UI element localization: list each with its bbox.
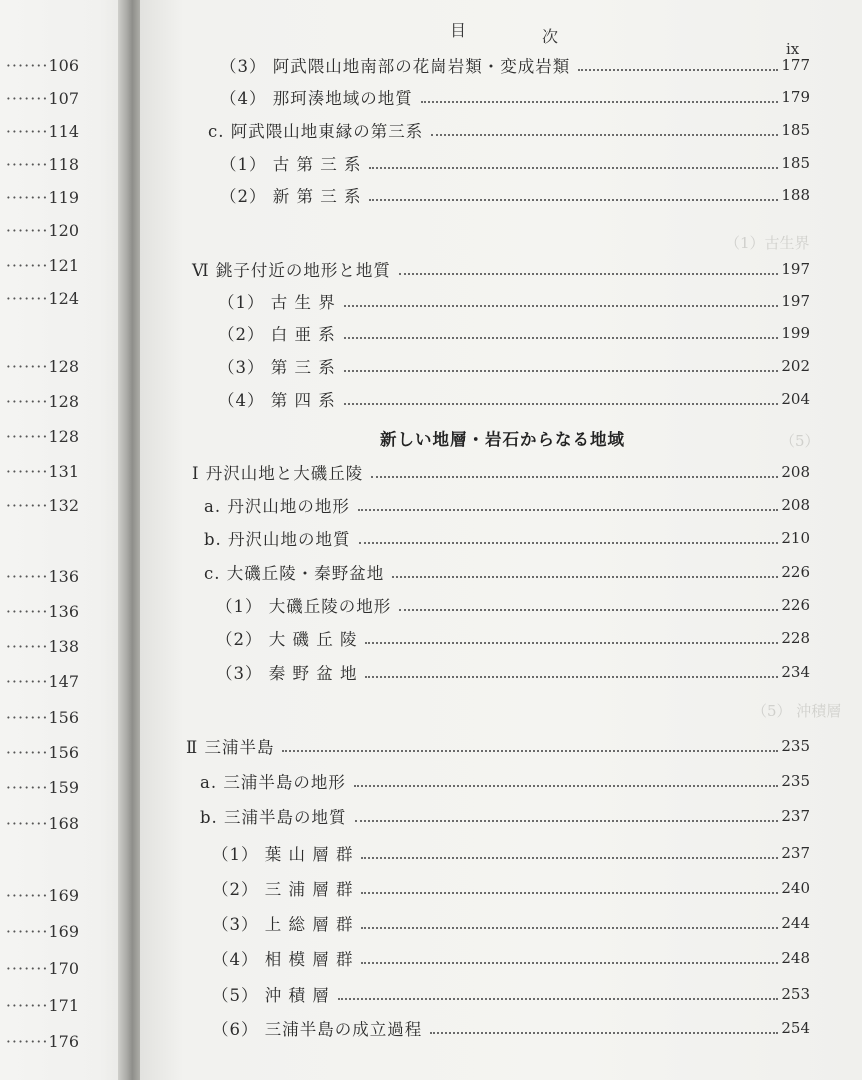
toc-entry-page: 254 [781, 1019, 810, 1037]
dot-leader [399, 273, 778, 275]
toc-entry-page: 226 [781, 596, 810, 614]
toc-entry-page: 208 [781, 496, 810, 514]
left-page-number: ·······170 [5, 959, 79, 978]
toc-entry-title: a. 丹沢山地の地形 [204, 497, 350, 516]
toc-entry-title: b. 三浦半島の地質 [200, 808, 347, 827]
left-page-number: ·······138 [5, 637, 79, 656]
toc-entry-page: 210 [781, 529, 810, 547]
left-page-number: ·······159 [5, 778, 79, 797]
toc-entry-page: 234 [781, 663, 810, 681]
toc-entry[interactable] [212, 981, 810, 1007]
toc-entry[interactable] [212, 945, 810, 971]
toc-entry[interactable] [212, 910, 810, 936]
toc-entry-title: （1） 古 第 三 系 [220, 155, 362, 174]
toc-entry-page: 248 [781, 949, 810, 967]
toc-entry-page: 204 [781, 390, 810, 408]
left-page-number: ·······171 [5, 996, 79, 1015]
dot-leader [361, 857, 778, 859]
left-page-number: ·······128 [5, 392, 79, 411]
dot-leader [578, 69, 778, 71]
toc-entry-title: （5） 沖 積 層 [212, 986, 330, 1005]
dot-leader [371, 476, 778, 478]
left-page-number: ·······128 [5, 357, 79, 376]
toc-entry-title: （2） 大 磯 丘 陵 [216, 630, 358, 649]
toc-entry-page: 199 [781, 324, 810, 342]
toc-entry[interactable] [212, 1015, 810, 1041]
toc-entry[interactable] [218, 320, 810, 346]
toc-entry-page: 237 [781, 844, 810, 862]
left-page-number: ·······169 [5, 922, 79, 941]
toc-entry[interactable] [218, 386, 810, 412]
toc-entry-page: 228 [781, 629, 810, 647]
toc-entry-page: 226 [781, 563, 810, 581]
dot-leader [431, 134, 778, 136]
left-page-number: ·······168 [5, 814, 79, 833]
page-number-roman: ix [786, 40, 800, 58]
toc-entry-page: 179 [781, 88, 810, 106]
toc-entry[interactable] [192, 256, 810, 282]
toc-entry-page: 202 [781, 357, 810, 375]
left-page [0, 0, 125, 1080]
header-char-mokuji-1: 目 [450, 21, 467, 40]
toc-entry[interactable] [212, 875, 810, 901]
toc-entry[interactable] [204, 492, 810, 518]
toc-entry-page: 235 [781, 772, 810, 790]
dot-leader [354, 785, 778, 787]
dot-leader [369, 199, 778, 201]
toc-entry-title: c. 阿武隈山地東縁の第三系 [208, 122, 424, 141]
toc-entry-page: 235 [781, 737, 810, 755]
toc-entry-title: （3） 秦 野 盆 地 [216, 664, 358, 683]
toc-entry-title: b. 丹沢山地の地質 [204, 530, 351, 549]
toc-entry-title: （4） 相 模 層 群 [212, 950, 354, 969]
toc-entry-title: Ⅱ 三浦半島 [186, 738, 275, 757]
toc-entry[interactable] [216, 625, 810, 651]
left-page-number: ·······136 [5, 602, 79, 621]
toc-entry-title: a. 三浦半島の地形 [200, 773, 346, 792]
toc-entry[interactable] [220, 52, 810, 78]
toc-entry[interactable] [204, 525, 810, 551]
toc-entry-page: 208 [781, 463, 810, 481]
toc-entry-page: 197 [781, 260, 810, 278]
left-page-number: ·······120 [5, 221, 79, 240]
left-page-number: ·······136 [5, 567, 79, 586]
left-page-number: ·······119 [5, 188, 79, 207]
left-page-number: ·······169 [5, 886, 79, 905]
left-page-number: ·······131 [5, 462, 79, 481]
left-page-number: ·······128 [5, 427, 79, 446]
dot-leader [282, 750, 778, 752]
left-page-number: ·······156 [5, 743, 79, 762]
toc-entry[interactable] [212, 840, 810, 866]
left-page-number: ·······124 [5, 289, 79, 308]
toc-entry-title: （4） 第 四 系 [218, 391, 336, 410]
dot-leader [430, 1032, 778, 1034]
toc-entry-title: c. 大磯丘陵・秦野盆地 [204, 564, 385, 583]
section-heading: 新しい地層・岩石からなる地域 [380, 430, 625, 449]
left-page-number: ·······121 [5, 256, 79, 275]
left-page-number: ·······132 [5, 496, 79, 515]
dot-leader [359, 542, 778, 544]
toc-entry-page: 197 [781, 292, 810, 310]
dot-leader [421, 101, 778, 103]
toc-entry-title: （4） 那珂湊地域の地質 [220, 89, 413, 108]
toc-entry[interactable] [220, 84, 810, 110]
dot-leader [361, 962, 778, 964]
dot-leader [358, 509, 778, 511]
toc-entry-page: 244 [781, 914, 810, 932]
toc-entry[interactable] [204, 559, 810, 585]
toc-entry-title: （2） 新 第 三 系 [220, 187, 362, 206]
toc-entry[interactable] [186, 733, 810, 759]
toc-entry-page: 188 [781, 186, 810, 204]
dot-leader [365, 642, 778, 644]
toc-entry[interactable] [200, 768, 810, 794]
toc-entry[interactable] [218, 353, 810, 379]
toc-entry[interactable] [216, 659, 810, 685]
toc-entry[interactable] [192, 459, 810, 485]
toc-entry-page: 185 [781, 154, 810, 172]
dot-leader [344, 337, 778, 339]
left-page-number: ·······106 [5, 56, 79, 75]
right-page: 目 次 ix （1）古生界 （5） （5） 沖積層 （3） 阿武隈山地南部の花崗岩類・変成岩類 177 （4） 那珂湊地域の地質 179 c. 阿武隈山地東縁の第三系 185 （1） 古 第 三 系 185 （2） 新 第 三 系 188 Ⅵ 銚子付近の地形と地質 197 （1） 古 生 界 197 （2） 白 亜 系 199 （3） 第 三 系 202 （4） 第 四 系 204 新しい地層・岩石からなる地域 Ⅰ 丹沢山地と大磯丘陵 208 a. 丹沢山地の地形 208 b. 丹沢山地の地質 210 c. 大磯丘陵・秦野盆地 226 （1） 大磯丘陵の地形 226 （2） 大 磯 丘 陵 228 （3） 秦 野 盆 地 234 Ⅱ 三浦半島 235 a. 三浦半島の地形 235 b. 三浦半島の地質 237 （1） 葉 山 層 群 237 （2） 三 浦 層 群 240 （3） 上 総 層 群 244 （4） 相 模 層 群 248 （5） 沖 積 層 253 （6） 三浦半島の成立過程 254 [140, 0, 862, 1080]
toc-entry[interactable] [220, 150, 810, 176]
dot-leader [344, 403, 778, 405]
dot-leader [369, 167, 778, 169]
toc-entry-title: （3） 上 総 層 群 [212, 915, 354, 934]
dot-leader [365, 676, 778, 678]
toc-entry-title: （2） 白 亜 系 [218, 325, 336, 344]
left-page-number: ·······114 [5, 122, 79, 141]
left-page-number: ·······176 [5, 1032, 79, 1051]
dot-leader [344, 305, 778, 307]
toc-entry-title: （1） 大磯丘陵の地形 [216, 597, 392, 616]
toc-entry-title: （3） 第 三 系 [218, 358, 336, 377]
dot-leader [361, 892, 778, 894]
left-page-number: ·······156 [5, 708, 79, 727]
toc-entry[interactable] [220, 182, 810, 208]
left-page-number: ·······118 [5, 155, 79, 174]
left-page-number: ·······147 [5, 672, 79, 691]
toc-entry-page: 177 [781, 56, 810, 74]
toc-entry-page: 240 [781, 879, 810, 897]
dot-leader [338, 998, 778, 1000]
toc-entry-title: （2） 三 浦 層 群 [212, 880, 354, 899]
toc-entry-page: 185 [781, 121, 810, 139]
toc-entry[interactable] [216, 592, 810, 618]
toc-entry[interactable] [208, 117, 810, 143]
dot-leader [399, 609, 778, 611]
toc-entry-title: （6） 三浦半島の成立過程 [212, 1020, 423, 1039]
dot-leader [361, 927, 778, 929]
toc-entry-title: （1） 葉 山 層 群 [212, 845, 354, 864]
toc-entry[interactable] [218, 288, 810, 314]
header-char-mokuji-2: 次 [542, 27, 559, 46]
toc-entry[interactable] [200, 803, 810, 829]
toc-entry-page: 237 [781, 807, 810, 825]
toc-entry-title: （1） 古 生 界 [218, 293, 336, 312]
toc-entry-page: 253 [781, 985, 810, 1003]
toc-entry-title: Ⅵ 銚子付近の地形と地質 [192, 261, 391, 280]
dot-leader [355, 820, 778, 822]
toc-entry-title: Ⅰ 丹沢山地と大磯丘陵 [192, 464, 364, 483]
toc-entry-title: （3） 阿武隈山地南部の花崗岩類・変成岩類 [220, 57, 571, 76]
dot-leader [392, 576, 778, 578]
left-page-number: ·······107 [5, 89, 79, 108]
dot-leader [344, 370, 778, 372]
